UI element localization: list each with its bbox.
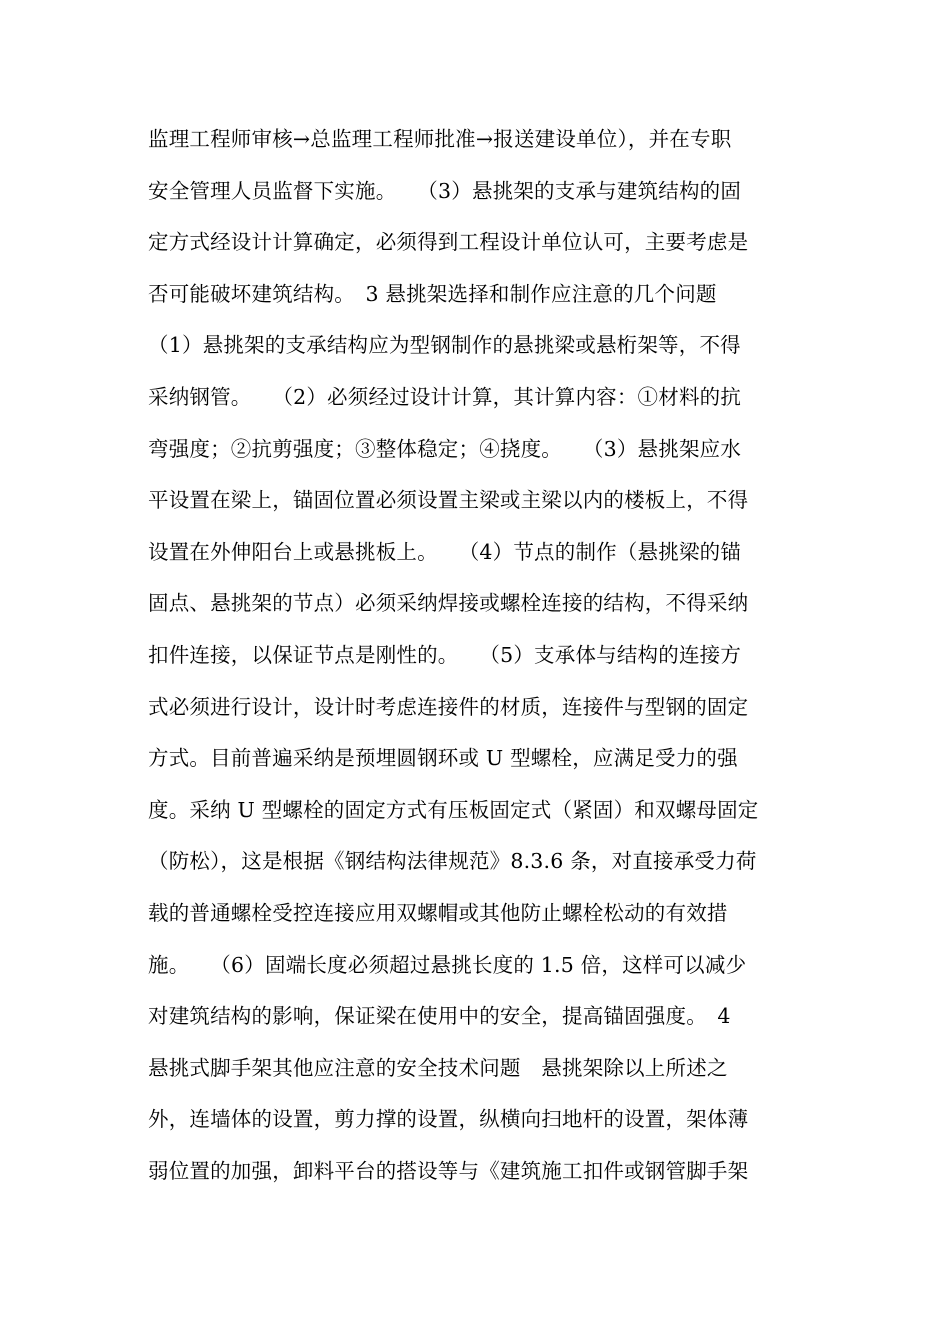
text-line: 采纳钢管。 （2）必须经过设计计算，其计算内容：①材料的抗 bbox=[148, 384, 742, 409]
text-line: 弯强度；②抗剪强度；③整体稳定；④挠度。 （3）悬挑架应水 bbox=[148, 436, 742, 461]
text-line: （防松），这是根据《钢结构法律规范》8.3.6 条，对直接承受力荷 bbox=[148, 849, 757, 874]
text-line: 弱位置的加强，卸料平台的搭设等与《建筑施工扣件或钢管脚手架 bbox=[148, 1158, 749, 1183]
text-line: 设置在外伸阳台上或悬挑板上。 （4）节点的制作（悬挑梁的锚 bbox=[148, 539, 742, 564]
text-line: 定方式经设计计算确定，必须得到工程设计单位认可，主要考虑是 bbox=[148, 230, 749, 255]
text-line: 监理工程师审核→总监理工程师批准→报送建设单位），并在专职 bbox=[148, 127, 732, 151]
text-line: 否可能破坏建筑结构。 3 悬挑架选择和制作应注意的几个问题 bbox=[148, 281, 717, 306]
text-line: 外，连墙体的设置，剪力撑的设置，纵横向扫地杆的设置，架体薄 bbox=[148, 1107, 749, 1132]
text-line: 式必须进行设计，设计时考虑连接件的材质，连接件与型钢的固定 bbox=[148, 694, 749, 719]
text-line: 方式。目前普遍采纳是预埋圆钢环或 U 型螺栓，应满足受力的强 bbox=[148, 746, 738, 771]
text-line: 施。 （6）固端长度必须超过悬挑长度的 1.5 倍，这样可以减少 bbox=[148, 952, 747, 977]
text-line: 扣件连接，以保证节点是刚性的。 （5）支承体与结构的连接方 bbox=[148, 642, 742, 667]
text-line: 载的普通螺栓受控连接应用双螺帽或其他防止螺栓松动的有效措 bbox=[148, 900, 728, 925]
text-line: 安全管理人员监督下实施。 （3）悬挑架的支承与建筑结构的固 bbox=[148, 178, 742, 203]
text-line: （1）悬挑架的支承结构应为型钢制作的悬挑梁或悬桁架等，不得 bbox=[148, 333, 741, 358]
text-line: 度。采纳 U 型螺栓的固定方式有压板固定式（紧固）和双螺母固定 bbox=[148, 797, 759, 822]
text-line: 固点、悬挑架的节点）必须采纳焊接或螺栓连接的结构，不得采纳 bbox=[148, 591, 749, 616]
text-line: 悬挑式脚手架其他应注意的安全技术问题 悬挑架除以上所述之 bbox=[148, 1055, 728, 1080]
body-text bbox=[148, 114, 808, 1197]
text-line: 对建筑结构的影响，保证梁在使用中的安全，提高锚固强度。 4 bbox=[148, 1004, 731, 1029]
text-line: 平设置在梁上，锚固位置必须设置主梁或主梁以内的楼板上，不得 bbox=[148, 488, 749, 513]
